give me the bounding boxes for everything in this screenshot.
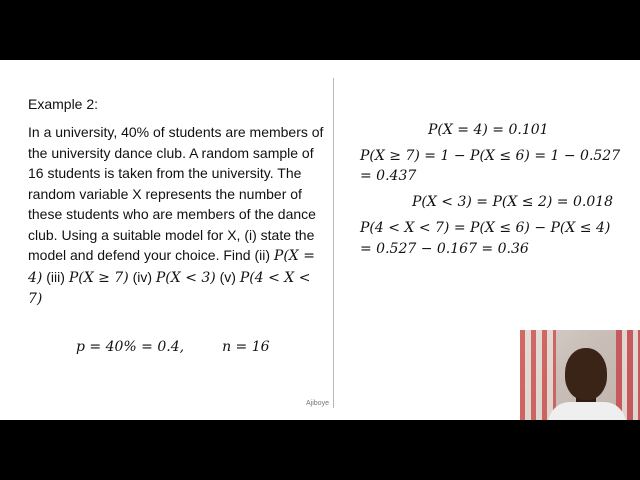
presenter-face — [565, 348, 607, 400]
example-heading: Example 2: — [28, 96, 99, 112]
problem-statement — [28, 122, 328, 310]
solution-line-1: P(X = 4) = 0.101 — [428, 122, 549, 138]
question-v-label: (v) — [219, 268, 236, 285]
column-divider — [333, 78, 334, 408]
solution-line-2: P(X ≥ 7) = 1 − P(X ≤ 6) = 1 − 0.527 — [360, 148, 621, 164]
solution-line-6: = 0.527 − 0.167 = 0.36 — [360, 241, 529, 257]
question-iii-label: (iii) — [46, 268, 65, 285]
background-curtain — [616, 330, 640, 420]
presenter-webcam — [520, 330, 640, 420]
question-iii-expression: P(X ≥ 7) — [68, 269, 129, 286]
question-v-expression: P(4 < X < 7) — [28, 269, 311, 307]
presenter-shirt — [548, 402, 626, 420]
author-credit: Ajiboye — [306, 400, 329, 407]
problem-text: In a university, 40% of students are members of the university dance club. A random sample of 16 students is taken from the university. The random variable X represents the number of these students who are members of the dance club. Using a suitable model for X, (i) state the model and defend your choice. Find (ii) — [28, 124, 324, 263]
solution-line-4: P(X < 3) = P(X ≤ 2) = 0.018 — [412, 194, 614, 210]
question-iv-expression: P(X < 3) — [155, 269, 216, 286]
parameters — [76, 338, 270, 355]
question-ii-expression: P(X = 4) — [28, 248, 315, 286]
parameter-p: p = 40% = 0.4, — [76, 339, 185, 355]
background-curtain — [520, 330, 556, 420]
solution-line-3: = 0.437 — [360, 168, 417, 184]
solution-line-5: P(4 < X < 7) = P(X ≤ 6) − P(X ≤ 4) — [360, 220, 611, 236]
question-iv-label: (iv) — [132, 268, 152, 285]
parameter-n: n = 16 — [222, 339, 270, 355]
